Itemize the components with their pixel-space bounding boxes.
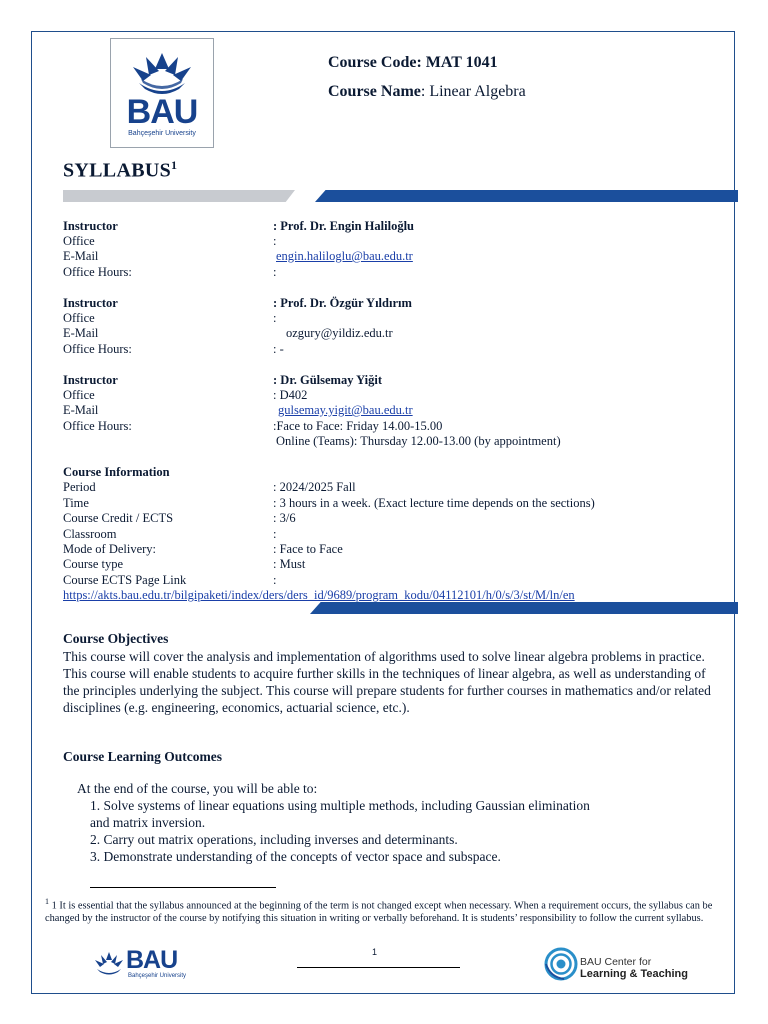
bau-crest-icon [92,950,126,976]
email-label: E-Mail [63,249,99,263]
info-value: : Must [273,557,306,571]
office-value: : [273,234,277,248]
center-for-learning [580,956,688,980]
footnote-separator [90,887,276,888]
email-link[interactable]: gulsemay.yigit@bau.edu.tr [278,403,413,417]
office-hours-online: Online (Teams): Thursday 12.00-13.00 (by appointment) [276,434,561,448]
course-name [328,83,526,101]
course-name-value: : Linear Algebra [420,83,526,100]
office-hours-label: Office Hours: [63,342,132,356]
objectives-text: This course will cover the analysis and implementation of algorithms used to solve linear algebra problems in practice. This course will enable students to acquire further skills in the techniques of linear algebra, as well as understanding of the principles underlying the subject. This course will prepare students for further courses in mathematics and/or related disciplines (e.g. engineering, economics, actuarial science, etc.). [63,649,711,715]
center-line2: Learning & Teaching [580,968,688,980]
divider-blue [315,190,738,202]
office-hours-value: :Face to Face: Friday 14.00-15.00 [273,419,443,433]
footer-logo-subtext: Bahçeşehir University [128,973,187,979]
page-number: 1 [372,947,378,957]
bau-logo [110,38,214,148]
office-hours-value: : [273,265,277,279]
course-info-heading: Course Information [63,465,170,479]
instructor-name: : Prof. Dr. Engin Haliloğlu [273,219,414,233]
info-label: Course Credit / ECTS [63,511,174,525]
info-value: : Face to Face [273,542,343,556]
instructor-name: : Prof. Dr. Özgür Yıldırım [273,296,412,310]
office-label: Office [63,388,95,402]
office-label: Office [63,234,95,248]
email-label: E-Mail [63,403,99,417]
outcome-item: 2. Carry out matrix operations, including inverses and determinants. [90,832,458,847]
objectives-heading: Course Objectives [63,631,169,646]
page-number-line [297,967,460,968]
info-value: : 3/6 [273,511,296,525]
syllabus-title: SYLLABUS$^1$ [63,158,178,182]
outcomes-heading: Course Learning Outcomes [63,749,222,764]
instructor-label: Instructor [63,373,118,387]
footer-bau-logo [92,946,202,982]
email-link[interactable]: engin.haliloglu@bau.edu.tr [276,249,413,263]
info-label: Period [63,480,96,494]
outcome-item: 3. Demonstrate understanding of the concepts of vector space and subspace. [90,849,501,864]
ects-page-link[interactable]: https://akts.bau.edu.tr/bilgipaketi/index/ders/ders_id/9689/program_kodu/04112101/h/0/s/3/st/M/ln/en [63,588,575,602]
info-label: Course ECTS Page Link [63,573,187,587]
course-code-label: Course Code: [328,54,422,71]
instructor-name: : Dr. Gülsemay Yiğit [273,373,383,387]
office-hours-label: Office Hours: [63,419,132,433]
info-label: Classroom [63,527,117,541]
office-hours-value: : - [273,342,284,356]
instructor-label: Instructor [63,219,118,233]
office-hours-label: Office Hours: [63,265,132,279]
instructor-label: Instructor [63,296,118,310]
info-value: : [273,573,277,587]
course-code [328,54,498,72]
info-value: : 3 hours in a week. (Exact lecture time depends on the sections) [273,496,595,510]
office-value: : D402 [273,388,308,402]
info-value: : 2024/2025 Fall [273,480,356,494]
info-label: Course type [63,557,124,571]
info-label: Mode of Delivery: [63,542,157,556]
office-label: Office [63,311,95,325]
office-value: : [273,311,277,325]
divider-blue [310,602,738,614]
outcome-item: 1. Solve systems of linear equations using multiple methods, including Gaussian elimination [90,798,590,813]
logo-text: BAU [126,93,198,131]
footnote-marker: 1 [45,897,49,906]
footer-logo-text: BAU [126,946,178,974]
syllabus-footnote-marker[interactable]: 1 [171,158,178,172]
info-value: : [273,527,277,541]
divider-gray [63,190,295,202]
email-value: ozgury@yildiz.edu.tr [286,326,393,340]
outcome-item: and matrix inversion. [90,815,206,830]
outcomes-intro: At the end of the course, you will be able to: [77,781,318,796]
center-line1: BAU Center for [580,956,652,968]
footnote [45,895,725,925]
footnote-text: 1 It is essential that the syllabus announced at the beginning of the term is not changed except when necessary. When a requirement occurs, the syllabus can be changed by the instructor of the course by notifying this situation in writing or verbally beforehand. It is students’ responsibility to follow the current syllabus. [45,900,713,925]
info-label: Time [63,496,89,510]
email-label: E-Mail [63,326,99,340]
swirl-logo-icon [544,947,578,981]
course-name-label: Course Name [328,83,421,100]
logo-subtext: Bahçeşehir University [128,130,196,137]
course-code-value: MAT 1041 [425,54,498,71]
